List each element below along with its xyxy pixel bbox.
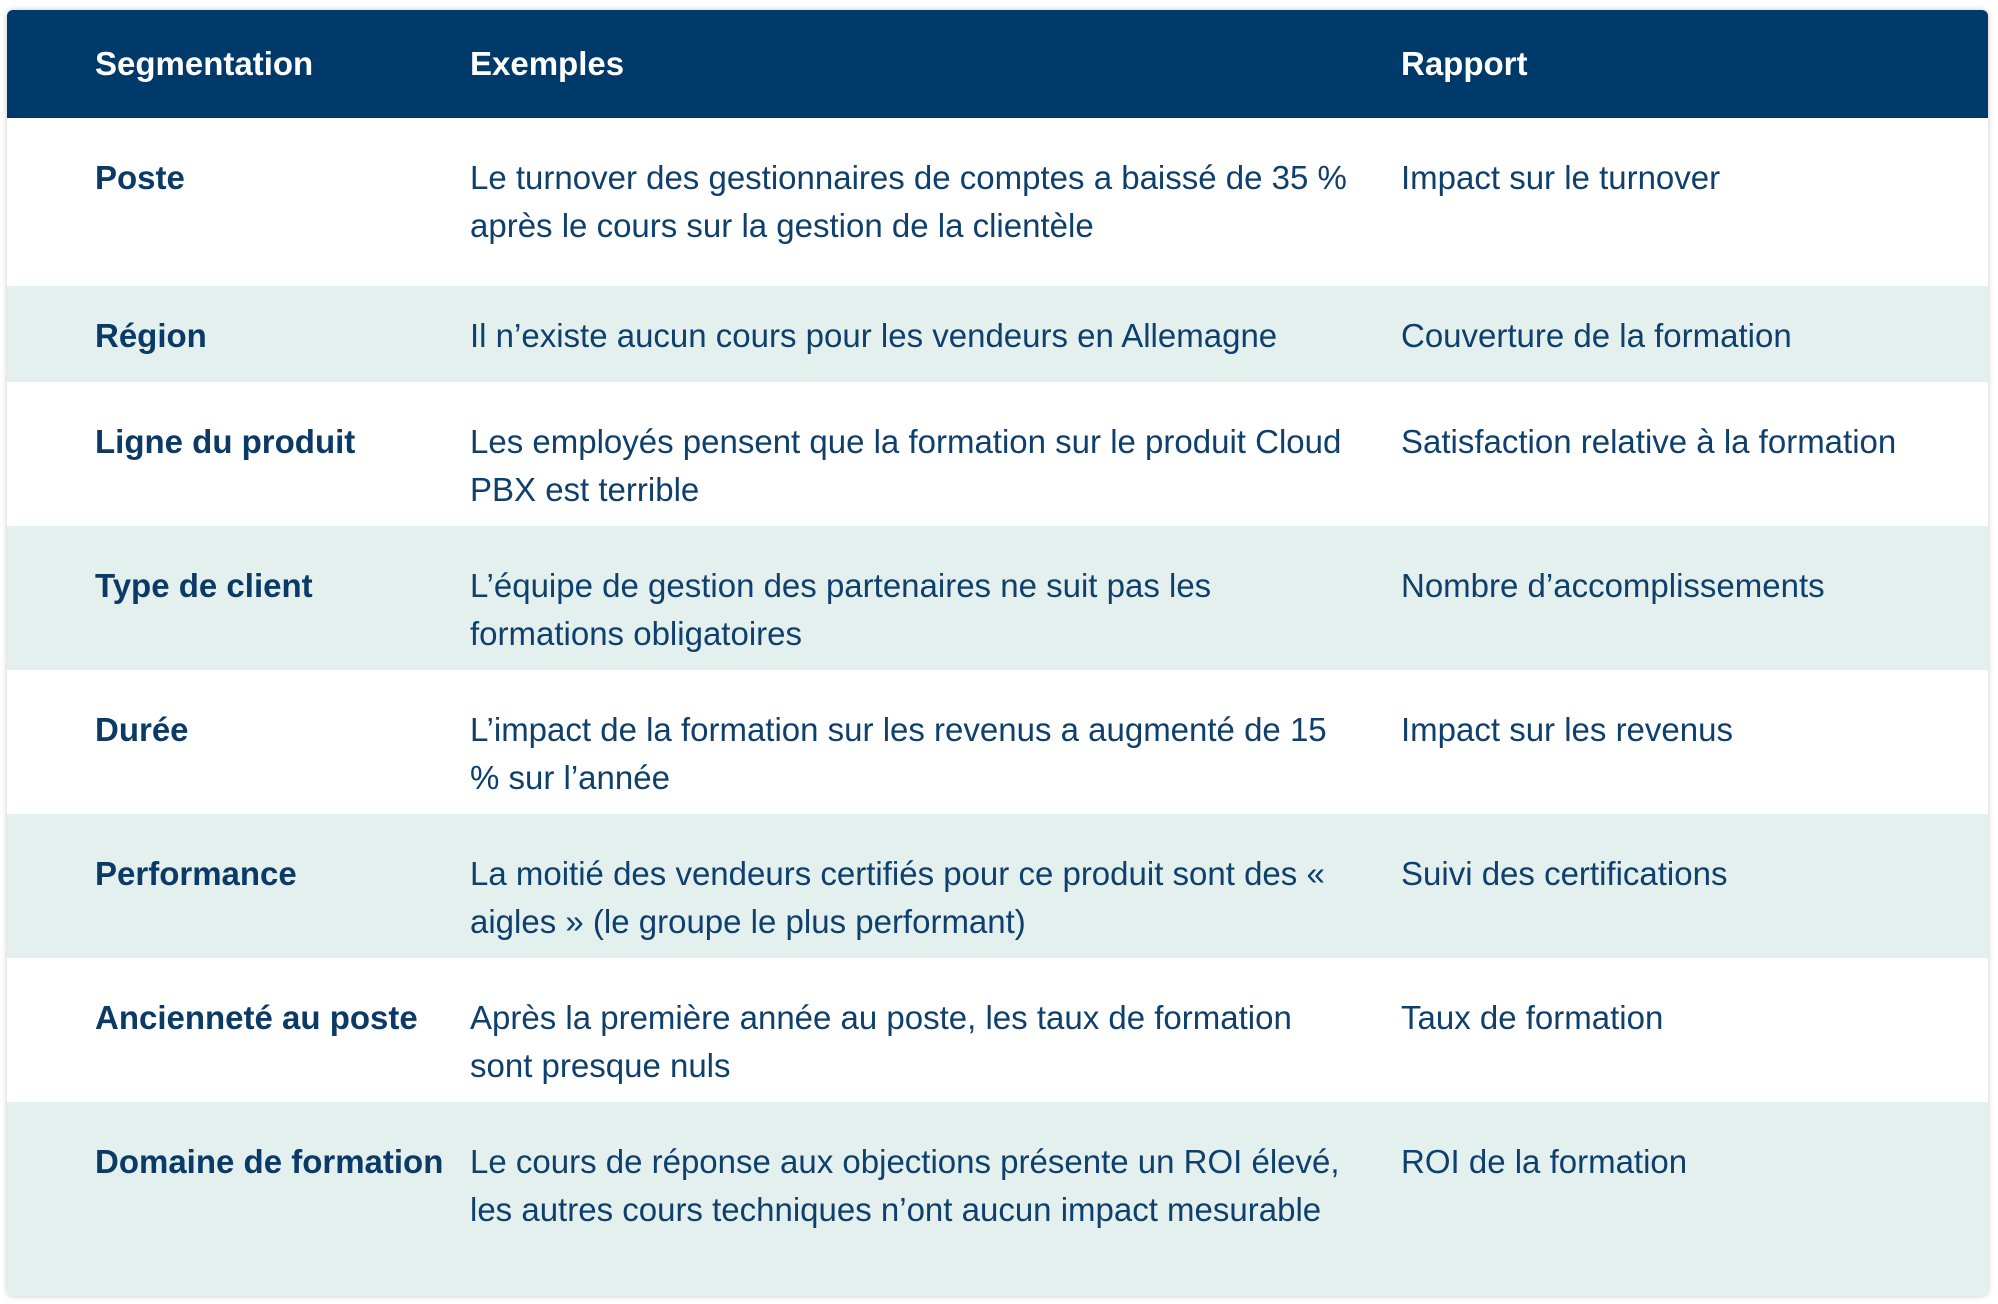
cell-rapport: Couverture de la formation [1401,317,1792,354]
cell-rapport: Taux de formation [1401,999,1664,1036]
table-row [7,1102,1988,1296]
cell-segmentation: Performance [95,855,297,892]
cell-exemple: Après la première année au poste, les taux de formation sont presque nuls [470,999,1292,1084]
cell-exemple: L’impact de la formation sur les revenus a augmenté de 15 % sur l’année [470,711,1327,796]
table-header-row [7,10,1988,118]
cell-exemple: Le turnover des gestionnaires de comptes a baissé de 35 % après le cours sur la gestion de la clientèle [470,159,1347,244]
table-row [7,814,1988,958]
cell-exemple: Les employés pensent que la formation sur le produit Cloud PBX est terrible [470,423,1342,508]
table-row [7,118,1988,286]
cell-exemple: L’équipe de gestion des partenaires ne suit pas les formations obligatoires [470,567,1212,652]
table-row [7,526,1988,670]
cell-segmentation: Région [95,317,207,354]
cell-rapport: Satisfaction relative à la formation [1401,423,1897,460]
cell-exemple: Le cours de réponse aux objections présente un ROI élevé, les autres cours techniques n’ont aucun impact mesurable [470,1143,1340,1228]
cell-segmentation: Ligne du produit [95,423,356,460]
cell-segmentation: Type de client [95,567,313,604]
cell-segmentation: Poste [95,159,185,196]
cell-rapport: ROI de la formation [1401,1143,1688,1180]
header-segmentation: Segmentation [95,45,314,82]
header-exemples: Exemples [470,45,625,82]
cell-rapport: Impact sur le turnover [1401,159,1721,196]
cell-segmentation: Domaine de formation [95,1143,444,1180]
cell-exemple: La moitié des vendeurs certifiés pour ce produit sont des « aigles » (le groupe le plus performant) [470,855,1325,940]
table-row [7,958,1988,1102]
table-row [7,382,1988,526]
segmentation-table-card [7,10,1988,1296]
cell-segmentation: Durée [95,711,189,748]
table-row [7,670,1988,814]
header-rapport: Rapport [1401,45,1528,82]
cell-rapport: Impact sur les revenus [1401,711,1733,748]
cell-rapport: Suivi des certifications [1401,855,1728,892]
cell-exemple: Il n’existe aucun cours pour les vendeurs en Allemagne [470,317,1278,354]
cell-rapport: Nombre d’accomplissements [1401,567,1825,604]
table-row [7,286,1988,382]
segmentation-table [7,10,1988,1296]
cell-segmentation: Ancienneté au poste [95,999,418,1036]
